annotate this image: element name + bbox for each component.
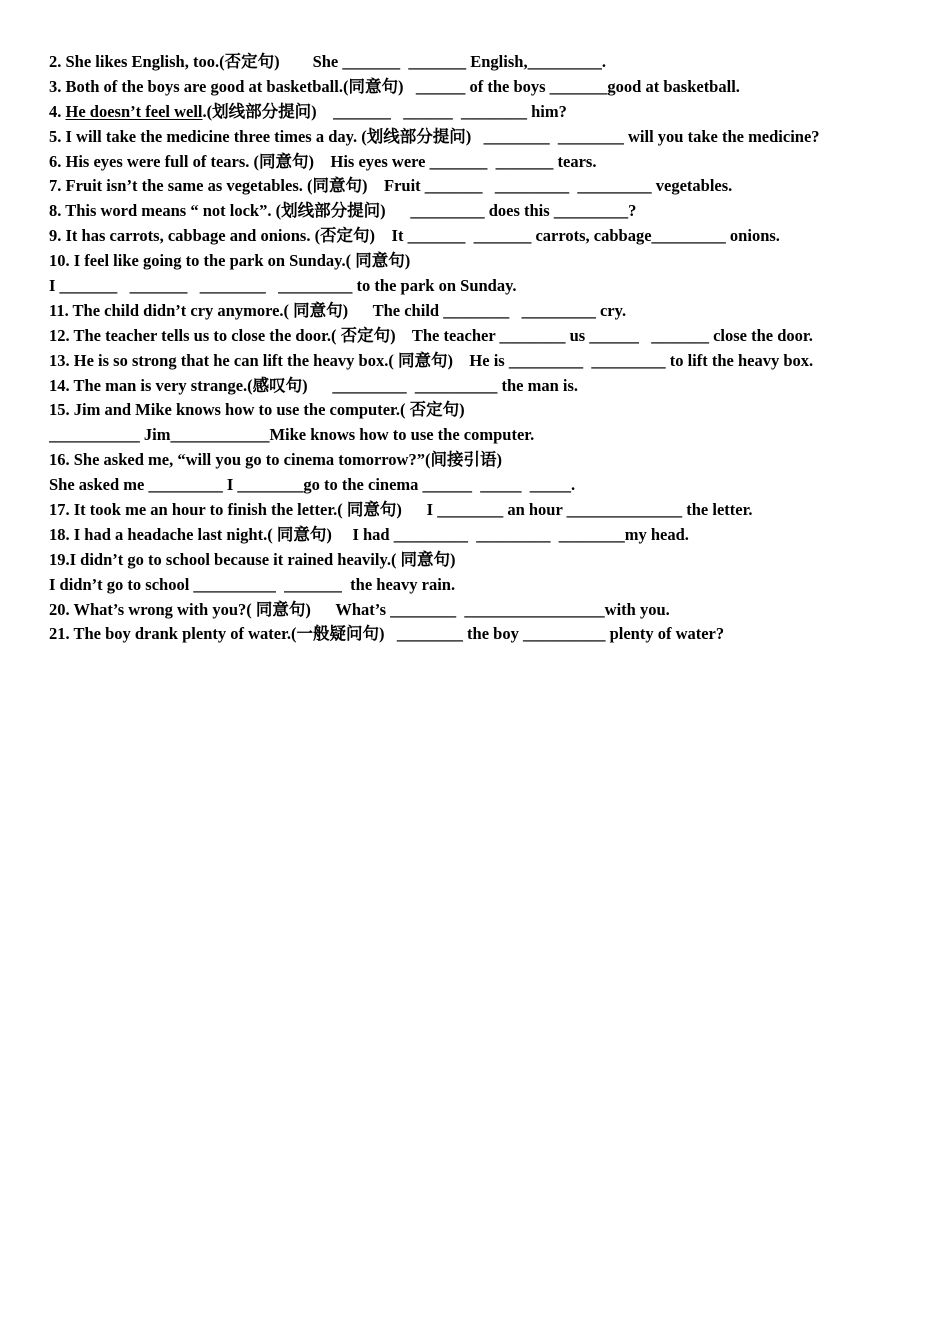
exercise-line-8: 8. This word means “ not lock”. (划线部分提问) _________ does this _________? xyxy=(49,201,637,221)
exercise-line-7: 7. Fruit isn’t the same as vegetables. (同意句) Fruit _______ _________ _________ vegetables. xyxy=(49,176,733,196)
exercise-line-16: 16. She asked me, “will you go to cinema tomorrow?”(间接引语) xyxy=(49,450,502,470)
exercise-line-13: 13. He is so strong that he can lift the heavy box.( 同意句) He is _________ _________ to lift the heavy box. xyxy=(49,350,814,370)
exercise-line-4 xyxy=(49,100,929,125)
exercise-line-11: 11. The child didn’t cry anymore.( 同意句) The child ________ _________ cry. xyxy=(49,300,627,320)
exercise-line-10-answer: I _______ _______ ________ _________ to the park on Sunday. xyxy=(49,276,517,296)
exercise-line-19: 19.I didn’t go to school because it rained heavily.( 同意句) xyxy=(49,549,456,569)
exercise-line-6: 6. His eyes were full of tears. (同意句) His eyes were _______ _______ tears. xyxy=(49,151,597,171)
exercise-line-15: 15. Jim and Mike knows how to use the computer.( 否定句) xyxy=(49,400,465,420)
underlined-phrase: He doesn’t feel well xyxy=(65,101,203,121)
exercise-line-18: 18. I had a headache last night.( 同意句) I had _________ _________ ________my head. xyxy=(49,524,689,544)
exercise-line-14: 14. The man is very strange.(感叹句) _________ __________ the man is. xyxy=(49,375,579,395)
worksheet-page xyxy=(49,50,929,647)
exercise-line-17: 17. It took me an hour to finish the letter.( 同意句) I ________ an hour ______________ the letter. xyxy=(49,500,753,520)
exercise-line-4-rest: .(划线部分提问) _______ ______ ________ him? xyxy=(202,101,567,121)
exercise-line-5: 5. I will take the medicine three times a day. (划线部分提问) ________ ________ will you take the medicine? xyxy=(49,126,820,146)
exercise-line-19-answer: I didn’t go to school __________ _______ the heavy rain. xyxy=(49,574,456,594)
exercise-line-9: 9. It has carrots, cabbage and onions. (否定句) It _______ _______ carrots, cabbage_________ onions. xyxy=(49,226,780,246)
exercise-line-16-answer: She asked me _________ I ________go to the cinema ______ _____ _____. xyxy=(49,475,576,495)
exercise-line-12: 12. The teacher tells us to close the door.( 否定句) The teacher ________ us ______ _______ close the door. xyxy=(49,325,813,345)
exercise-number-4: 4. xyxy=(49,101,66,121)
exercise-line-3: 3. Both of the boys are good at basketball.(同意句) ______ of the boys _______good at basketball. xyxy=(49,76,740,96)
exercise-line-21: 21. The boy drank plenty of water.(一般疑问句) ________ the boy __________ plenty of water? xyxy=(49,624,725,644)
exercise-line-15-answer: ___________ Jim____________Mike knows how to use the computer. xyxy=(49,425,535,445)
exercise-line-2: 2. She likes English, too.(否定句) She _______ _______ English,_________. xyxy=(49,52,606,71)
exercise-line-10: 10. I feel like going to the park on Sunday.( 同意句) xyxy=(49,251,411,271)
exercise-line-20: 20. What’s wrong with you?( 同意句) What’s ________ _________________with you. xyxy=(49,599,670,619)
